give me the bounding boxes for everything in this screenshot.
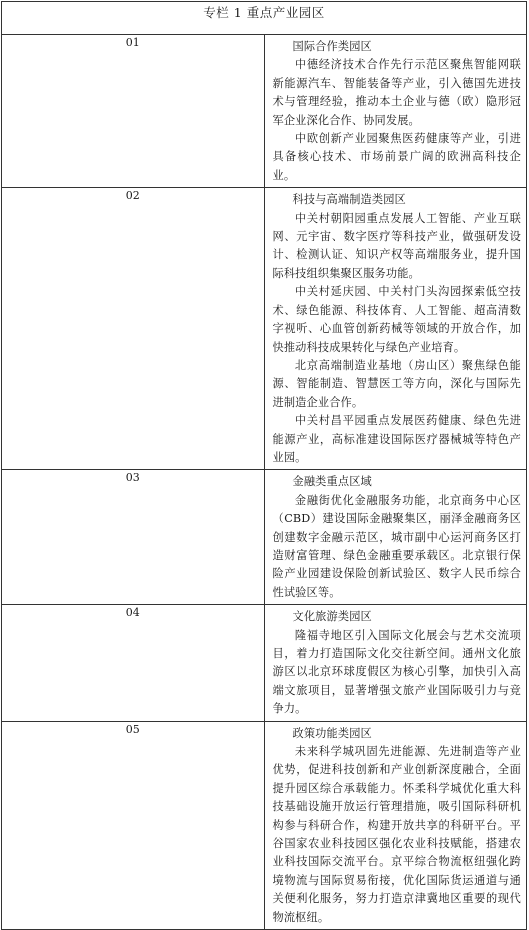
row-number: 01 <box>2 35 265 188</box>
paragraph: 中欧创新产业园聚焦医药健康等产业，引进具备核心技术、市场前景广阔的欧洲高科技企业。 <box>272 132 521 182</box>
row-number: 04 <box>2 605 265 721</box>
paragraph: 中关村朝阳园重点发展人工智能、产业互联网、元宇宙、数字医疗等科技产业，做强研发设计、检测认证、知识产权等高端服务业，提升国际科技组织集聚区服务功能。 <box>272 211 521 280</box>
table-row <box>2 470 527 605</box>
paragraph: 隆福寺地区引入国际文化展会与艺术交流项目，着力打造国际文化交往新空间。通州文化旅游区以北京环球度假区为核心引擎，加快引入高端文旅项目，显著增强文旅产业国际吸引力与竞争力。 <box>272 628 521 716</box>
table-row <box>2 605 527 721</box>
paragraph: 北京高端制造业基地（房山区）聚焦绿色能源、智能制造、智慧医工等方向，深化与国际先进制造企业合作。 <box>272 358 521 409</box>
row-number: 02 <box>2 188 265 470</box>
paragraph: 中关村昌平园重点发展医药健康、绿色先进能源产业，高标准建设国际医疗器械城等特色产业园。 <box>272 414 521 464</box>
section-heading: 科技与高端制造类园区 <box>292 193 406 207</box>
paragraph: 中德经济技术合作先行示范区聚焦智能网联新能源汽车、智能装备等产业，引入德国先进技术与管理经验，推动本土企业与德（欧）隐形冠军企业深化合作、协同发展。 <box>272 58 521 127</box>
paragraph: 未来科学城巩固先进能源、先进制造等产业优势，促进科技创新和产业创新深度融合，全面提升园区综合承载能力。怀柔科学城优化重大科技基础设施开放运行管理措施，吸引国际科研机构参与科研合作，构建开放共享的科研平台。平谷国家农业科技园区强化农业科技赋能，搭建农业科技国际交流平台。京平综合物流枢纽强化跨境物流与国际贸易衔接，优化国际货运通道与通关便利化服务，努力打造京津冀地区重要的现代物流枢纽。 <box>272 745 521 924</box>
table-row <box>2 35 527 188</box>
row-content <box>264 188 527 470</box>
row-number: 05 <box>2 721 265 929</box>
paragraph: 金融街优化金融服务功能，北京商务中心区（CBD）建设国际金融聚集区，丽泽金融商务区创建数字金融示范区，城市副中心运河商务区打造财富管理、绿色金融重要承载区。北京银行保险产业园建设保险创新试验区、数字人民币综合性试验区等。 <box>272 493 521 599</box>
section-heading: 文化旅游类园区 <box>292 610 372 624</box>
section-heading: 金融类重点区域 <box>292 475 372 489</box>
row-number: 03 <box>2 470 265 605</box>
row-content <box>264 35 527 188</box>
section-heading: 国际合作类园区 <box>292 40 372 53</box>
row-content <box>264 605 527 721</box>
table-row <box>2 188 527 470</box>
paragraph: 中关村延庆园、中关村门头沟园探索低空技术、绿色能源、科技体育、人工智能、超高清数字视听、心血管创新药械等领域的开放合作，加快推动科技成果转化与绿色产业培育。 <box>272 285 521 354</box>
row-content <box>264 721 527 929</box>
section-heading: 政策功能类园区 <box>292 726 372 740</box>
feature-box-table <box>1 1 527 930</box>
table-row <box>2 721 527 929</box>
title-row <box>2 2 527 35</box>
row-content <box>264 470 527 605</box>
box-title: 专栏 1 重点产业园区 <box>2 2 527 35</box>
